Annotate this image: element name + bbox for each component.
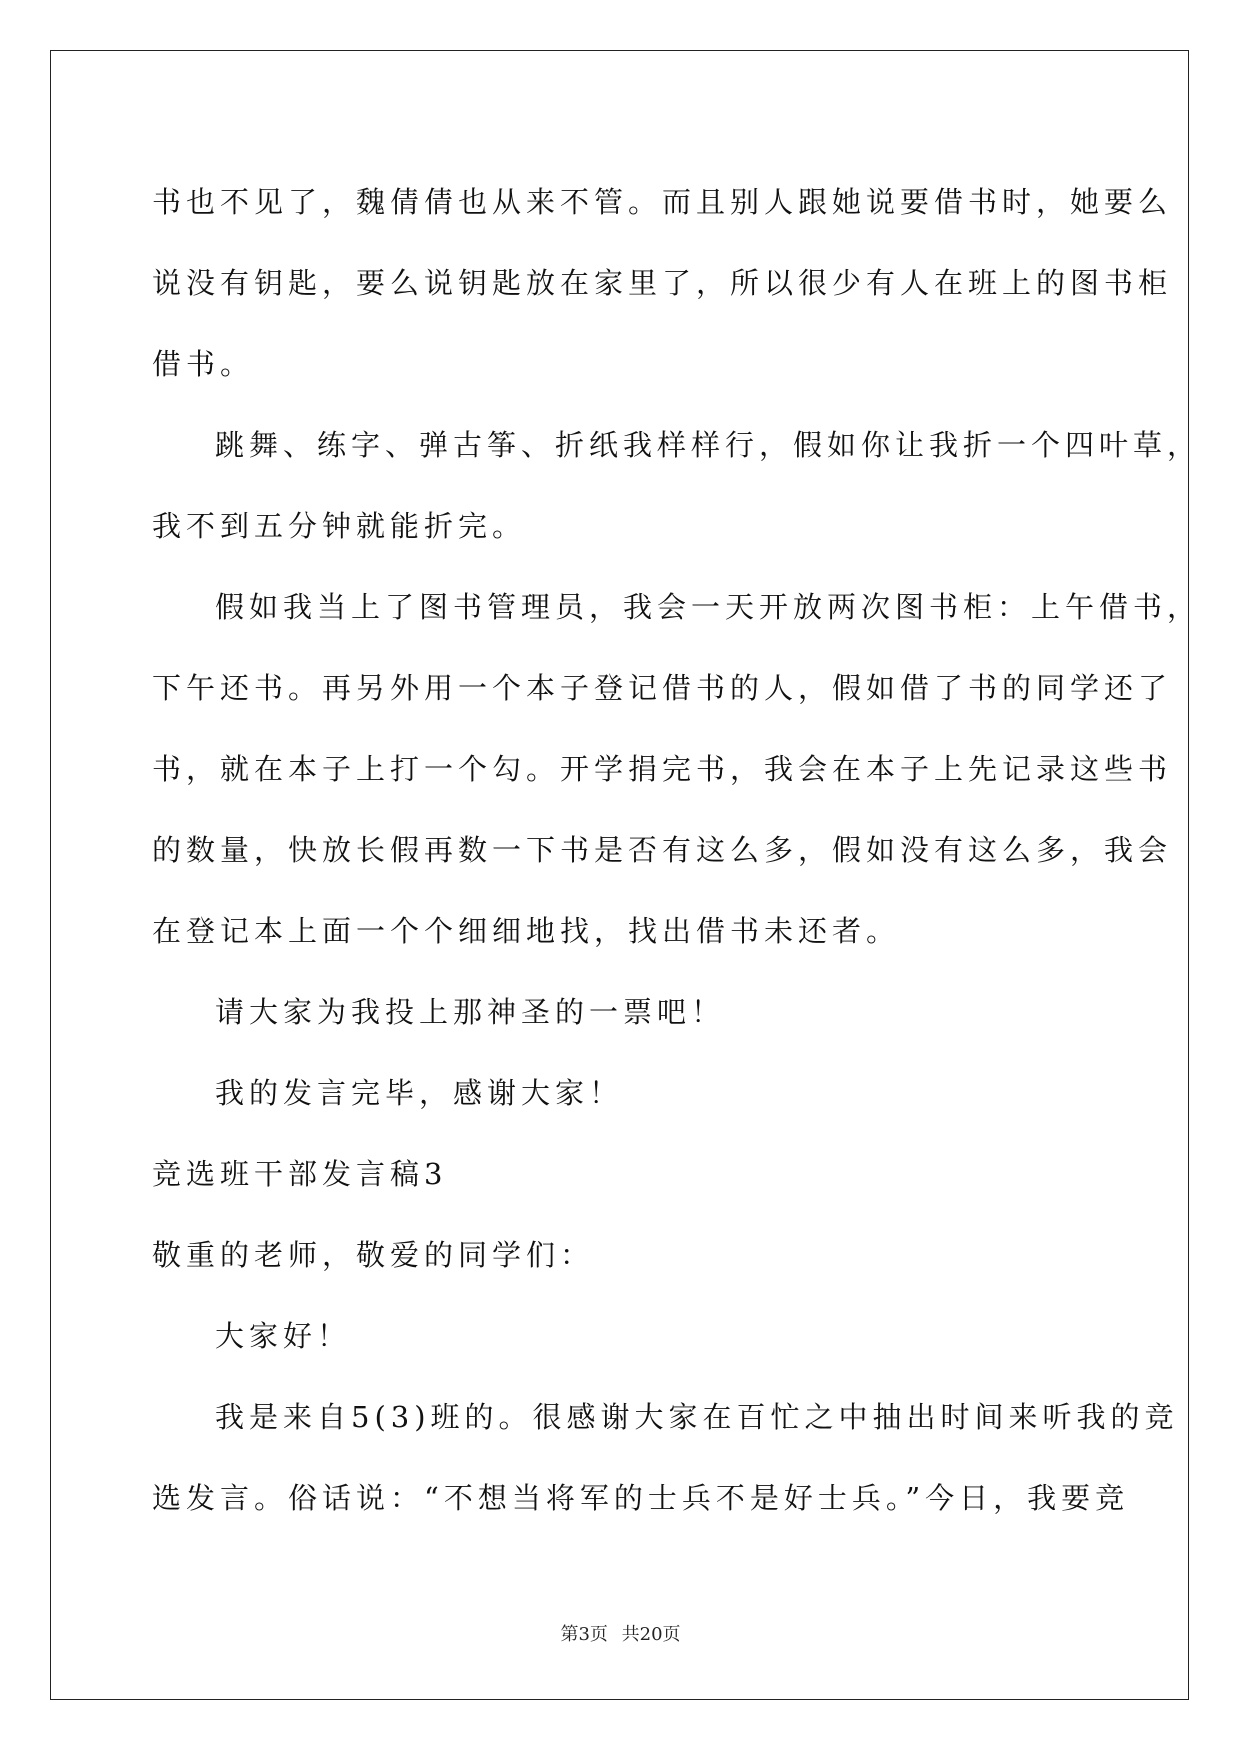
text-line: 的数量，快放长假再数一下书是否有这么多，假如没有这么多，我会: [152, 833, 1173, 867]
greeting: 大家好！: [215, 1319, 352, 1353]
text-line: 说没有钥匙，要么说钥匙放在家里了，所以很少有人在班上的图书柜: [152, 266, 1173, 300]
text-line: 书也不见了，魏倩倩也从来不管。而且别人跟她说要借书时，她要么: [152, 185, 1173, 219]
text-line: 书，就在本子上打一个勾。开学捐完书，我会在本子上先记录这些书: [152, 752, 1173, 786]
text-line: 请大家为我投上那神圣的一票吧！: [215, 995, 726, 1029]
salutation: 敬重的老师，敬爱的同学们：: [152, 1238, 595, 1272]
document-body: [152, 162, 1202, 1539]
text-line: 跳舞、练字、弹古筝、折纸我样样行，假如你让我折一个四叶草，: [215, 428, 1202, 462]
section-heading: 竞选班干部发言稿3: [152, 1157, 448, 1191]
text-line: 选发言。俗话说：“不想当将军的士兵不是好士兵。”今日，我要竞: [152, 1481, 1130, 1515]
text-line: 假如我当上了图书管理员，我会一天开放两次图书柜：上午借书，: [215, 590, 1202, 624]
text-line: 下午还书。再另外用一个本子登记借书的人，假如借了书的同学还了: [152, 671, 1173, 705]
text-line: 我的发言完毕，感谢大家！: [215, 1076, 624, 1110]
page-total: 共20页: [621, 1624, 681, 1645]
text-line: 我不到五分钟就能折完。: [152, 509, 527, 543]
text-line: 我是来自5(3)班的。很感谢大家在百忙之中抽出时间来听我的竞: [215, 1400, 1179, 1434]
text-line: 在登记本上面一个个细细地找，找出借书未还者。: [152, 914, 901, 948]
page-number: 第3页: [560, 1624, 608, 1645]
page-footer: [0, 1620, 1241, 1646]
text-line: 借书。: [152, 347, 255, 381]
